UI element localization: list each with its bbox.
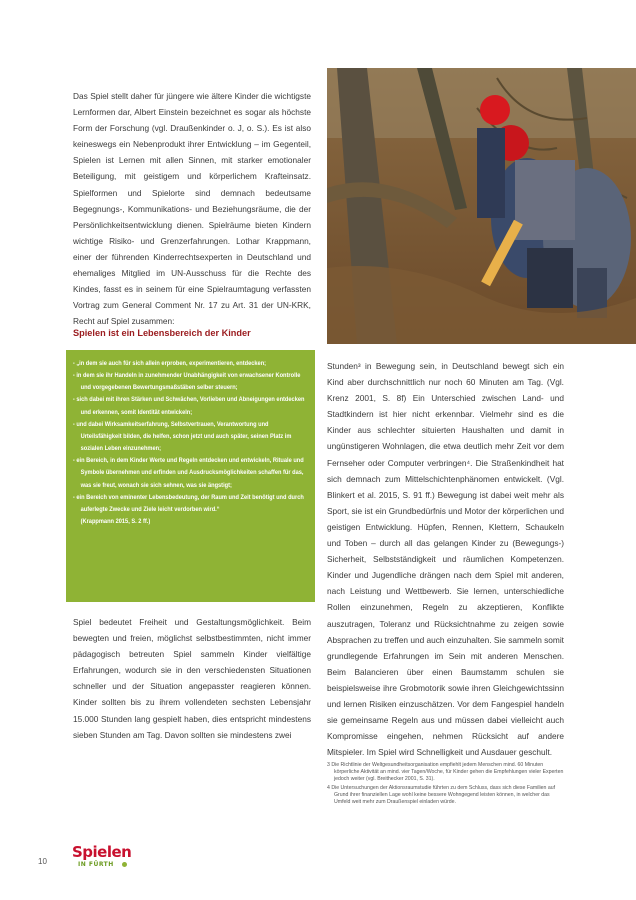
quote-item: - sich dabei mit ihren Stärken und Schwächen, Vorlieben und Abneigungen entdecken und erkennen, somit Identität entwickeln;	[72, 396, 305, 416]
photo-illustration	[327, 68, 636, 344]
section-heading: Spielen ist ein Lebensbereich der Kinder	[73, 328, 251, 338]
intro-paragraph: Das Spiel stellt daher für jüngere wie ältere Kinder die wichtigste Lernformen dar, Albert Einstein bezeichnet es sogar als höchste Form der Forschung (vgl. Draußenkinder o. J, o. S.). Es ist also keineswegs ein Nebenprodukt ihrer Entwicklung – im Gegenteil, Spielen ist Lernen mit allen Sinnen, mit starker emotionaler Beteiligung, mit geistigem und körperlichem Krafteinsatz. Spielformen und Spielorte sind demnach bedeutsame Begegnungs-, Kommunikations- und Beziehungsräume, die der Persönlichkeitsentwicklung dienen. Spielräume bieten Kindern wichtige Risiko- und Grenzerfahrungen. Lothar Krappmann, einer der führenden Kinderrechtsexperten in Deutschland und ehemaliges Mitglied im UN-Ausschuss für die Rechte des Kindes, fasst es in seinem für eine Spielraumtagung verfassten Vortrag zum General Comment Nr. 17 zu Art. 31 der UN-KRK, Recht auf Spiel zusammen:	[73, 91, 311, 327]
logo-main-text: Spielen	[72, 843, 132, 861]
page-number: 10	[38, 857, 47, 866]
footnote: 3 Die Richtlinie der Weltgesundheitsorganisation empfiehlt jedem Menschen mind. 60 Minuten körperliche Aktivität an mind. vier Tagen/Woche, für Kinder gehen die Empfehlungen vieler Experten jedoch weiter (vgl. Breithecker 2001, S. 31).	[327, 762, 564, 783]
logo-sub-text: IN FÜRTH	[78, 861, 114, 868]
quote-box	[66, 350, 315, 602]
quote-list	[66, 350, 314, 528]
right-column-paragraph: Stunden³ in Bewegung sein, in Deutschland bewegt sich ein Kind aber durchschnittlich nur noch 60 Minuten am Tag. (Vgl. Krenz 2001, S. 8f) Ein Unterschied zwischen Land- und Stadtkindern ist hier nicht erkennbar. Vielmehr sind es die Kinder aus schlechter situierten Haushalten und damit in ungünstigeren Wohnlagen, die etwa deutlich mehr Zeit vor dem Fernseher oder Computer verbringen⁴. Die Straßenkindheit hat sich demnach zum Mittelschichtenphänomen entwickelt. (Vgl. Blinkert et al. 2015, S. 91 ff.) Bewegung ist dabei weit mehr als Sport, sie ist ein Grundbedürfnis und Motor der körperlichen und geistigen Entwicklung. Hüpfen, Rennen, Klettern, Schaukeln und Toben – durch all das gelangen Kinder zu (Bewegungs-) Sicherheit, Selbstständigkeit und räumlichen Kompetenzen. Kinder und Jugendliche drängen nach dem Spiel mit anderen, nach Leistung und Wettbewerb. Sie lernen, unterschiedliche Rollen einzunehmen, Regeln zu akzeptieren, Konflikte auszutragen, Toleranz und Rücksichtnahme zu zeigen sowie Absprachen zu treffen und auch einzuhalten. Sie sammeln somit grundlegende Erfahrungen im Sein mit anderen Menschen. Beim Balancieren über einen Baumstamm schulen sie beispielsweise ihre Grobmotorik sowie ihren Gleichgewichtssinn und lernen Risiken einzuschätzen. Vor dem Fangespiel handeln sie gemeinsame Regeln aus und müssen dabei vielleicht auch Kompromisse eingehen, nehmen Rücksicht auf andere Mitspieler. Im Spiel wird Schnelligkeit und Ausdauer geschult.	[327, 361, 564, 758]
logo-dot-icon	[122, 862, 127, 867]
footnote: 4 Die Untersuchungen der Aktionsraumstudie führten zu dem Schluss, dass sich diese Familien auf Grund ihrer finanziellen Lage wohl keine bessere Wohngegend leisten können, in welcher das Umfeld weit mehr zum Draußenspiel einladen würde.	[327, 784, 556, 806]
lower-paragraph: Spiel bedeutet Freiheit und Gestaltungsmöglichkeit. Beim bewegten und freien, möglichst selbstbestimmten, nicht immer pädagogisch betreuten Spiel sammeln Kinder vielfältige Erfahrungen, wodurch sie in den verschiedensten Situationen schneller und der Situation angepasster reagieren können. Kinder sollten bis zu ihrem vollendeten sechsten Lebensjahr 15.000 Stunden lang gespielt haben, dies entspricht mindestens sieben Stunden am Tag. Davon sollten sie mindestens zwei	[73, 617, 311, 740]
spielen-in-fuerth-logo	[72, 843, 134, 873]
quote-item: - und dabei Wirksamkeitserfahrung, Selbstvertrauen, Verantwortung und Urteilsfähigkeit bilden, die helfen, schon jetzt und auch später, seinen Platz im sozialen Leben einzunehmen;	[72, 420, 292, 453]
quote-item: - „in dem sie auch für sich allein erproben, experimentieren, entdecken;	[72, 360, 267, 367]
children-in-forest-photo	[327, 68, 636, 344]
quote-citation: (Krappmann 2015, S. 2 ff.)	[80, 518, 151, 526]
footnotes	[327, 762, 567, 807]
quote-item: - in dem sie ihr Handeln in zunehmender Unabhängigkeit von erwachsener Kontrolle und vorgegebenen Bewertungsmaßstäben selber steuern;	[72, 372, 301, 392]
quote-item: - ein Bereich von eminenter Lebensbedeutung, der Raum und Zeit benötigt und durch auferlegte Zwecke und Ziele leicht verdorben wird.“	[72, 493, 304, 513]
quote-item: - ein Bereich, in dem Kinder Werte und Regeln entdecken und entwickeln, Rituale und Symbole übernehmen und erfinden und Ausdrucksmöglichkeiten schaffen für das, was sie freut, wonach sie sich sehnen, was sie ängstigt;	[72, 457, 304, 489]
